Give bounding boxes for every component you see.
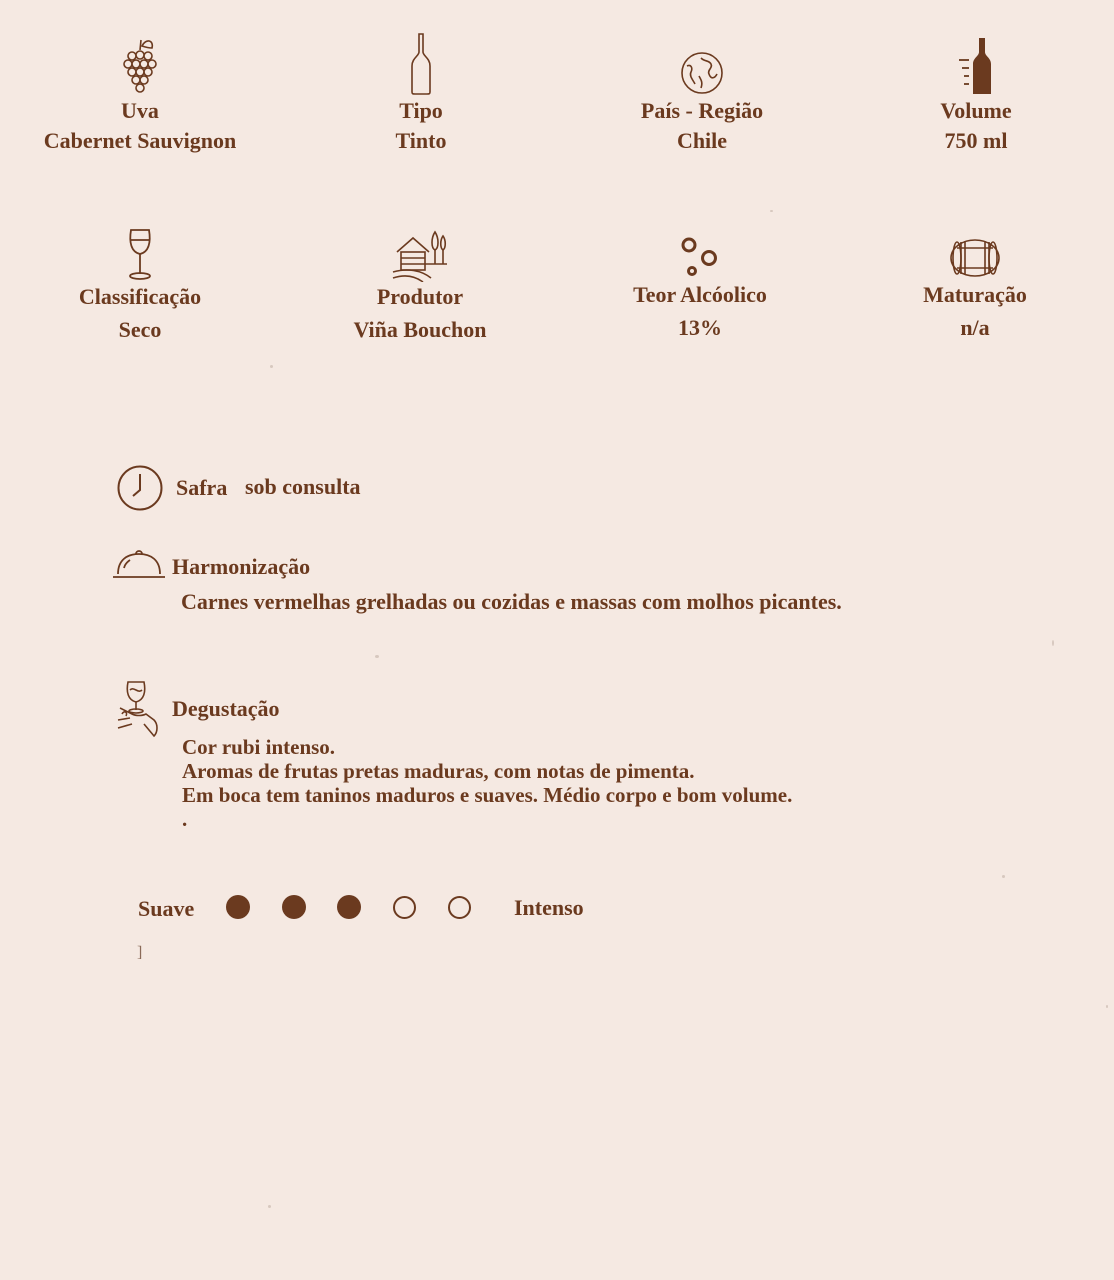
intensity-dot-empty: [393, 896, 416, 919]
spec-tipo: [291, 32, 551, 156]
spec-pais-regiao: [572, 50, 832, 156]
degustacao-title: Degustação: [172, 696, 280, 721]
spec-label: Classificação: [78, 284, 202, 309]
spec-label: País - Região: [640, 98, 764, 123]
spec-volume: [846, 36, 1106, 156]
clock-icon: [116, 464, 164, 512]
sommelier-icon: [116, 680, 162, 740]
spec-value: 13%: [678, 315, 722, 340]
spec-value: Seco: [118, 317, 162, 342]
spec-value: 750 ml: [944, 128, 1008, 153]
intensity-dot-filled: [337, 895, 361, 919]
spec-uva: [10, 36, 270, 156]
degustacao-text: [182, 735, 792, 831]
spec-label: Uva: [121, 98, 159, 123]
spec-value: n/a: [960, 315, 990, 340]
grape-icon: [120, 36, 160, 96]
bottle-volume-icon: [956, 36, 996, 96]
spec-value: Cabernet Sauvignon: [43, 128, 237, 153]
spec-classificacao: [10, 228, 270, 345]
safra-value: sob consulta: [245, 474, 361, 499]
intensity-dot-empty: [448, 896, 471, 919]
harmonizacao-title: Harmonização: [172, 554, 311, 579]
intensity-high-label: Intenso: [514, 895, 584, 920]
bubbles-icon: [677, 234, 723, 280]
spec-maturacao: [845, 236, 1105, 343]
spec-label: Produtor: [376, 284, 464, 309]
degustacao-line: .: [182, 807, 188, 831]
harmonizacao-text: Carnes vermelhas grelhadas ou cozidas e massas com molhos picantes.: [181, 589, 842, 614]
spec-produtor: [290, 228, 550, 345]
spec-label: Maturação: [923, 282, 1027, 307]
barrel-icon: [949, 236, 1001, 280]
spec-label: Tipo: [399, 98, 443, 123]
intensity-dot-filled: [282, 895, 306, 919]
winery-icon: [391, 228, 449, 282]
bottle-outline-icon: [409, 32, 433, 96]
safra-label: Safra: [176, 475, 228, 500]
spec-label: Volume: [940, 98, 1012, 123]
spec-value: Viña Bouchon: [353, 317, 487, 342]
degustacao-line: Aromas de frutas pretas maduras, com notas de pimenta.: [182, 759, 695, 783]
degustacao-line: Em boca tem taninos maduros e suaves. Médio corpo e bom volume.: [182, 783, 793, 807]
stray-mark: ]: [137, 944, 143, 961]
spec-label: Teor Alcóolico: [633, 282, 767, 307]
spec-value: Tinto: [395, 128, 447, 153]
spec-value: Chile: [676, 128, 728, 153]
spec-teor-alcoolico: [570, 234, 830, 343]
degustacao-line: Cor rubi intenso.: [182, 735, 336, 759]
intensity-low-label: Suave: [138, 896, 195, 921]
wine-glass-icon: [125, 228, 155, 282]
globe-icon: [679, 50, 725, 96]
intensity-dot-filled: [226, 895, 250, 919]
cloche-icon: [112, 546, 166, 580]
